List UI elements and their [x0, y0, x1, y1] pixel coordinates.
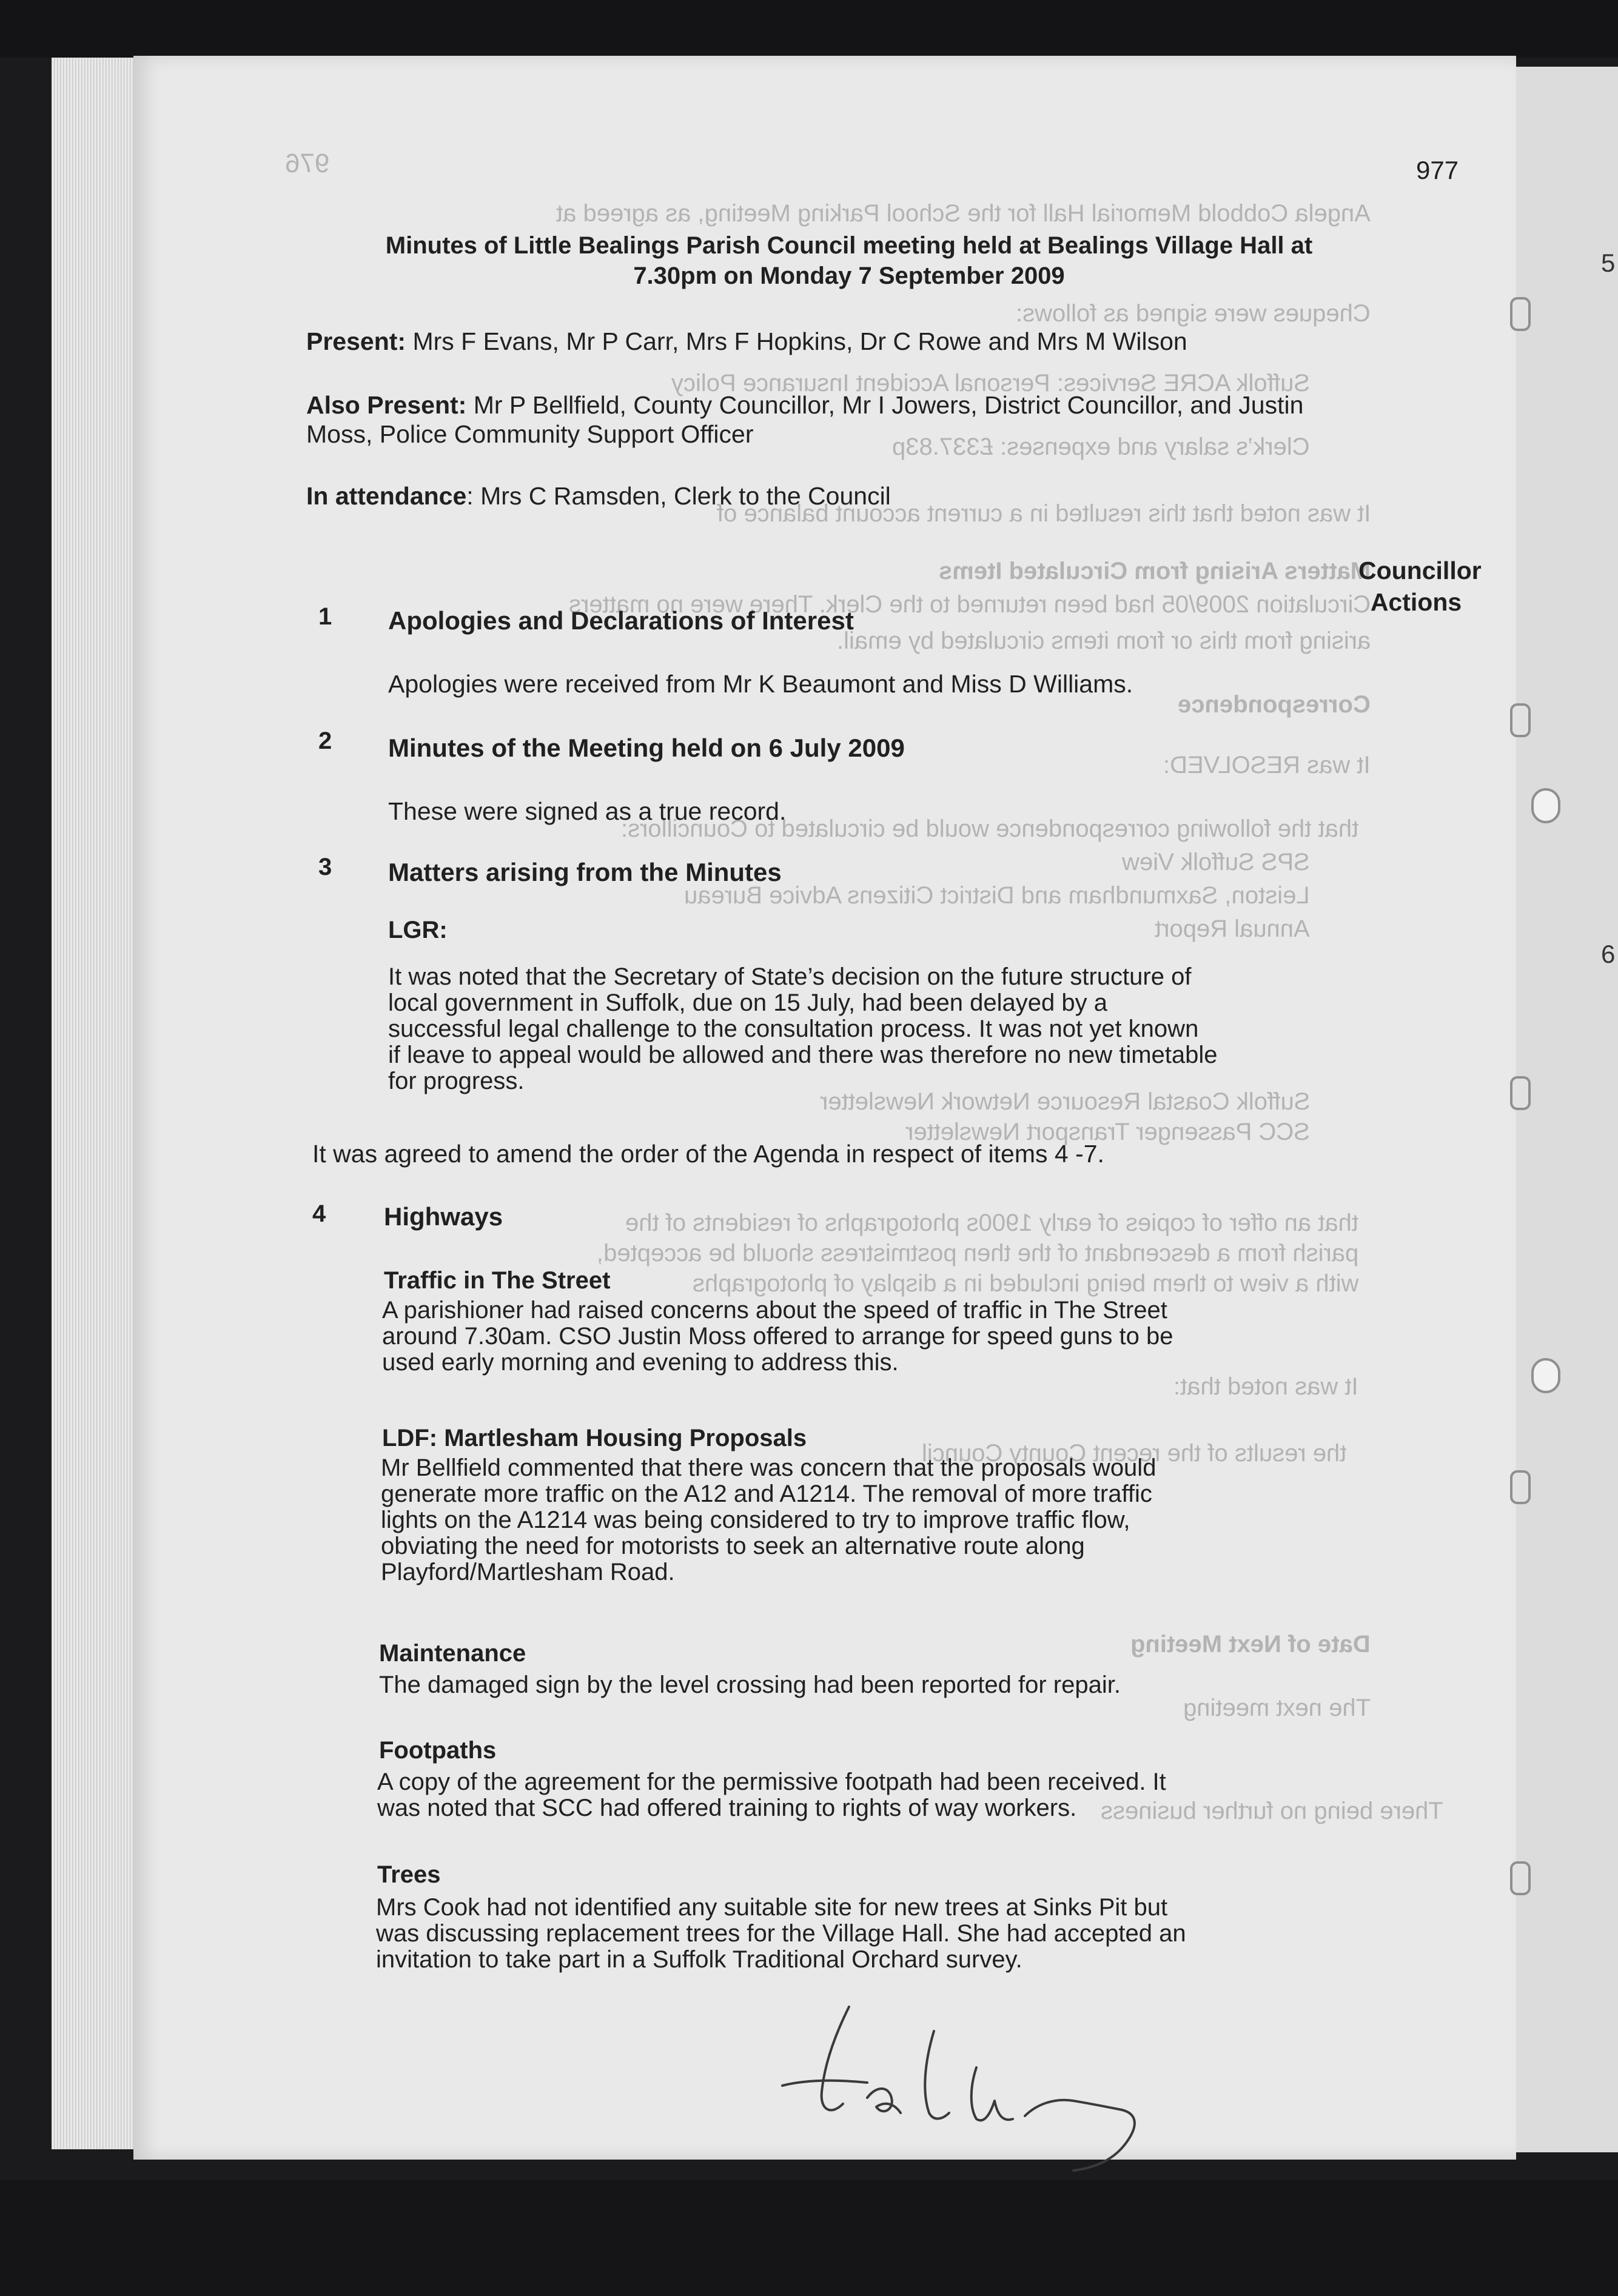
bleed-page-number: 976: [285, 149, 330, 178]
bleed-line: with a view to them being included in a display of photographs: [692, 1270, 1358, 1297]
bleed-line: arising from this or from items circulated by email.: [836, 628, 1371, 654]
also-present-line-1: Mr P Bellfield, County Councillor, Mr I Jowers, District Councillor, and Justin: [473, 391, 1304, 419]
bleed-line: the results of the recent County Council: [921, 1440, 1346, 1467]
binder-ring: [1510, 1076, 1531, 1110]
maintenance-line: The damaged sign by the level crossing had been reported for repair.: [379, 1672, 1121, 1698]
present-text: Mrs F Evans, Mr P Carr, Mrs F Hopkins, Dr C Rowe and Mrs M Wilson: [412, 327, 1187, 355]
item-heading-highways: Highways: [384, 1202, 503, 1231]
bleed-line: Date of Next Meeting: [1130, 1631, 1371, 1658]
bleed-line: Correspondence: [1178, 691, 1371, 718]
lgr-line: successful legal challenge to the consultation process. It was not yet known: [388, 1016, 1199, 1042]
bleed-line: that the following correspondence would be circulated to Councillors:: [620, 815, 1358, 842]
actions-column-header: [1358, 555, 1482, 618]
bleed-line: Suffolk ACRE Services: Personal Accident Insurance Policy: [671, 370, 1310, 397]
item-text-minutes: These were signed as a true record.: [388, 797, 787, 825]
footpaths-line: A copy of the agreement for the permissive footpath had been received. It: [377, 1769, 1166, 1795]
traffic-line: used early morning and evening to address this.: [382, 1349, 899, 1376]
bleed-line: It was noted that:: [1173, 1373, 1358, 1400]
bleed-line: SPS Suffolk View: [1122, 849, 1310, 875]
bleed-line: It was RESOLVED:: [1163, 752, 1371, 778]
actions-header-line-1: Councillor: [1358, 557, 1482, 584]
binder-ring: [1510, 297, 1531, 331]
signature: [770, 1995, 1292, 2177]
also-present-row: [306, 391, 1459, 419]
footpaths-paragraph: [377, 1769, 1323, 1821]
attendance-text: : Mrs C Ramsden, Clerk to the Council: [466, 482, 891, 510]
also-present-line-2: Moss, Police Community Support Officer: [306, 420, 754, 448]
lgr-line: It was noted that the Secretary of State’s decision on the future structure of: [388, 963, 1192, 990]
lgr-line: if leave to appeal would be allowed and there was therefore no new timetable: [388, 1042, 1218, 1068]
bleed-line: parish from a descendant of the then postmistress should be accepted,: [596, 1240, 1358, 1267]
next-page-number-5: 5: [1601, 249, 1616, 277]
next-page-number-6: 6: [1601, 940, 1616, 968]
title-line-2: 7.30pm on Monday 7 September 2009: [633, 263, 1065, 289]
attendance-row: [306, 482, 891, 510]
punch-hole: [1531, 1358, 1560, 1393]
bleed-line: SCC Passenger Transport Newsletter: [905, 1119, 1310, 1145]
item-number: 3: [318, 854, 332, 880]
also-present-label: Also Present:: [306, 391, 467, 419]
bleed-line: Cheques were signed as follows:: [1016, 300, 1371, 327]
trees-line: invitation to take part in a Suffolk Traditional Orchard survey.: [376, 1946, 1022, 1973]
present-row: [306, 327, 1187, 355]
bleed-line: Circulation 2009/05 had been returned to the Clerk. There were no matters: [568, 591, 1371, 618]
item-number: 2: [318, 728, 332, 754]
ldf-line: generate more traffic on the A12 and A1214. The removal of more traffic: [381, 1481, 1152, 1507]
next-page-edge: [1516, 67, 1618, 2152]
ldf-line: lights on the A1214 was being considered to try to improve traffic flow,: [381, 1507, 1130, 1533]
ldf-line: Playford/Martlesham Road.: [381, 1559, 675, 1585]
traffic-heading: Traffic in The Street: [384, 1267, 611, 1294]
binder-ring: [1510, 1470, 1531, 1504]
lgr-line: for progress.: [388, 1068, 525, 1094]
maintenance-heading: Maintenance: [379, 1640, 526, 1667]
item-text-apologies: Apologies were received from Mr K Beaumont and Miss D Williams.: [388, 670, 1133, 698]
bleed-line: Matters Arising from Circulated Items: [938, 558, 1371, 584]
trees-heading: Trees: [377, 1861, 441, 1888]
binder-ring: [1510, 703, 1531, 737]
trees-paragraph: [376, 1895, 1322, 1973]
lgr-line: local government in Suffolk, due on 15 July, had been delayed by a: [388, 989, 1107, 1016]
punch-hole: [1531, 788, 1560, 823]
ldf-paragraph: [381, 1455, 1321, 1585]
page-stack-edge: [52, 58, 136, 2149]
traffic-line: A parishioner had raised concerns about the speed of traffic in The Street: [382, 1297, 1167, 1324]
bleed-line: Leiston, Saxmundham and District Citizens Advice Bureau: [684, 882, 1310, 909]
maintenance-paragraph: [379, 1672, 1325, 1698]
lgr-paragraph: [388, 964, 1322, 1094]
item-heading-matters-arising: Matters arising from the Minutes: [388, 858, 782, 886]
traffic-paragraph: [382, 1297, 1322, 1376]
agenda-note: It was agreed to amend the order of the Agenda in respect of items 4 -7.: [312, 1140, 1104, 1168]
bleed-line: Suffolk Coastal Resource Network Newsletter: [819, 1088, 1310, 1115]
footpaths-line: was noted that SCC had offered training to rights of way workers.: [377, 1795, 1077, 1821]
ldf-heading: LDF: Martlesham Housing Proposals: [382, 1425, 807, 1451]
bleed-line: that an offer of copies of early 1900s photographs of residents of the: [625, 1210, 1358, 1236]
ldf-line: obviating the need for motorists to seek an alternative route along: [381, 1533, 1085, 1559]
page-number: 977: [1416, 156, 1459, 184]
item-heading-minutes: Minutes of the Meeting held on 6 July 2009: [388, 734, 905, 762]
lgr-heading: LGR:: [388, 917, 448, 943]
item-number: 1: [318, 603, 332, 630]
bleed-line: Annual Report: [1155, 915, 1310, 942]
footpaths-heading: Footpaths: [379, 1737, 497, 1764]
actions-header-line-2: Actions: [1370, 588, 1462, 616]
ldf-line: Mr Bellfield commented that there was concern that the proposals would: [381, 1454, 1156, 1481]
binder-bottom-edge: [0, 2180, 1618, 2296]
bleed-line: It was noted that this resulted in a current account balance of: [716, 500, 1371, 527]
bleed-line: Clerk’s salary and expenses: £337.83p: [892, 433, 1310, 460]
item-heading-apologies: Apologies and Declarations of Interest: [388, 606, 854, 635]
attendance-label: In attendance: [306, 482, 467, 510]
bleed-line: There being no further business: [1101, 1798, 1443, 1824]
bleed-line: Angela Cobbold Memorial Hall for the School Parking Meeting, as agreed at: [556, 200, 1371, 227]
traffic-line: around 7.30am. CSO Justin Moss offered to arrange for speed guns to be: [382, 1323, 1173, 1350]
binder-top-edge: [0, 0, 1618, 58]
title-line-1: Minutes of Little Bealings Parish Council meeting held at Bealings Village Hall at: [385, 232, 1313, 259]
item-number: 4: [312, 1200, 326, 1227]
bleed-line: The next meeting: [1183, 1695, 1371, 1721]
trees-line: Mrs Cook had not identified any suitable site for new trees at Sinks Pit but: [376, 1894, 1168, 1921]
present-label: Present:: [306, 327, 406, 355]
binder-ring: [1510, 1861, 1531, 1895]
trees-line: was discussing replacement trees for the Village Hall. She had accepted an: [376, 1920, 1186, 1947]
